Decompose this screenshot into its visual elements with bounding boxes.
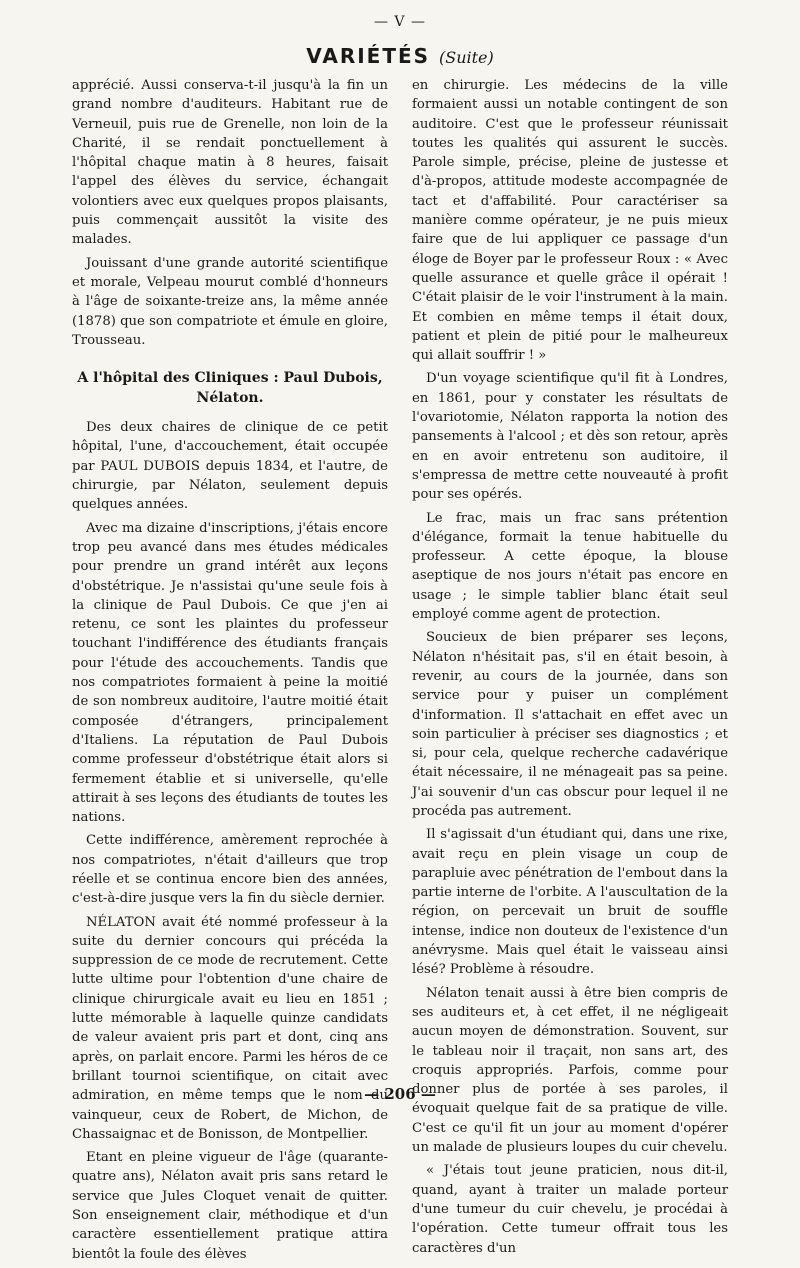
paragraph: Etant en pleine vigueur de l'âge (quarante-quatre ans), Nélaton avait pris sans retard le service que Jules Cloquet venait de quitter. Son enseignement clair, méthodique et d'un caractère essentiellement pratique attira bientôt la foule des élèves xyxy=(72,1150,388,1262)
paragraph: Soucieux de bien préparer ses leçons, Nélaton n'hésitait pas, s'il en était besoin, à revenir, au cours de la journée, dans son service pour y puiser un complément d'information. Il s'attachait en effet avec un soin particulier à préciser ses diagnostics ; et si, pour cela, quelque recherche cadavérique était nécessaire, il ne ménageait pas sa peine. J'ai souvenir d'un cas obscur pour lequel il ne procéda pas autrement. xyxy=(412,630,728,819)
header-suite: (Suite) xyxy=(439,48,494,67)
paragraph: Il s'agissait d'un étudiant qui, dans une rixe, avait reçu en plein visage un coup de parapluie avec pénétration de l'embout dans la partie interne de l'orbite. A l'auscultation de la région, on percevait un bruit de souffle intense, indice non douteux de l'existence d'un anévrysme. Mais quel était le vaisseau ainsi lésé? Problème à résoudre. xyxy=(412,827,728,978)
paragraph: apprécié. Aussi conserva-t-il jusqu'à la fin un grand nombre d'auditeurs. Habitant rue de Verneuil, puis rue de Grenelle, non loin de la Charité, il se rendait ponctuellement à l'hôpital chaque matin à 8 heures, faisait l'appel des élèves du service, échangait volontiers avec eux quelques propos plaisants, puis commençait aussitôt la visite des malades. xyxy=(72,78,388,248)
paragraph: Cette indifférence, amèrement reprochée à nos compatriotes, n'était d'ailleurs que trop réelle et se continua encore bien des années, c'est-à-dire jusque vers la fin du siècle dernier. xyxy=(72,833,388,907)
paragraph: Nélaton tenait aussi à être bien compris de ses auditeurs et, à cet effet, il ne négligeait aucun moyen de démonstration. Souvent, sur le tableau noir il traçait, non sans art, des croquis appropriés. Parfois, comme pour donner plus de portée à ses paroles, il évoquait quelque fait de sa pratique de ville. C'est ce qu'il fit un jour au moment d'opérer un malade de plusieurs loupes du cuir chevelu. xyxy=(412,985,728,1156)
page-number: — 206 — xyxy=(364,1085,436,1103)
paragraph: Le frac, mais un frac sans prétention d'élégance, formait la tenue habituelle du professeur. A cette époque, la blouse aseptique de nos jours n'était pas encore en usage ; le simple tablier blanc était seul employé comme agent de protection. xyxy=(412,510,728,623)
paragraph: Des deux chaires de clinique de ce petit hôpital, l'une, d'accouchement, était occupée par PAUL DUBOIS depuis 1834, et l'autre, de chirurgie, par Nélaton, seulement depuis quelques années. xyxy=(72,420,388,513)
paragraph: en chirurgie. Les médecins de la ville formaient aussi un notable contingent de son auditoire. C'est que le professeur réunissait toutes les qualités qui assurent le succès. Parole simple, précise, pleine de justesse et d'à-propos, attitude modeste accompagnée de tact et d'affabilité. Pour caractériser sa manière comme opérateur, je ne puis mieux faire que de lui appliquer ce passage d'un éloge de Boyer par le professeur Roux : « Avec quelle assurance et quelle grâce il opérait ! C'était plaisir de le voir l'instrument à la main. Et combien en même temps il était doux, patient et plein de pitié pour le malheureux qui allait souffrir ! » xyxy=(412,78,728,364)
right-column xyxy=(412,76,728,1262)
section-heading: A l'hôpital des Cliniques : Paul Dubois, Nélaton. xyxy=(77,370,383,407)
header-title: VARIÉTÉS xyxy=(306,44,431,68)
page-roman-numeral: — V — xyxy=(373,14,426,30)
page-header xyxy=(0,44,800,68)
paragraph: « J'étais tout jeune praticien, nous dit-il, quand, ayant à traiter un malade porteur d'une tumeur du cuir chevelu, je procédai à l'opération. Cette tumeur offrait tous les caractères d'un xyxy=(412,1163,728,1256)
paragraph: Avec ma dizaine d'inscriptions, j'étais encore trop peu avancé dans mes études médicales pour prendre un grand intérêt aux leçons d'obstétrique. Je n'assistai qu'une seule fois à la clinique de Paul Dubois. Ce que j'en ai retenu, ce sont les plaintes du professeur touchant l'indifférence des étudiants français pour l'étude des accouchements. Tandis que nos compatriotes formaient à peine la moitié de son nombreux auditoire, l'autre moitié était composée d'étrangers, principalement d'Italiens. La réputation de Paul Dubois comme professeur d'obstétrique était alors si fermement établie et si universelle, qu'elle attirait à ses leçons des étudiants de toutes les nations. xyxy=(72,520,388,826)
paragraph: NÉLATON avait été nommé professeur à la suite du dernier concours qui précéda la suppression de ce mode de recrutement. Cette lutte ultime pour l'obtention d'une chaire de clinique chirurgicale avait eu lieu en 1851 ; lutte mémorable à laquelle quinze candidats de valeur avaient pris part et dont, cinq ans après, on parlait encore. Parmi les héros de ce brillant tournoi scientifique, on citait avec admiration, en même temps que le nom du vainqueur, ceux de Robert, de Michon, de Chassaignac et de Bonisson, de Montpellier. xyxy=(72,914,388,1142)
paragraph: D'un voyage scientifique qu'il fit à Londres, en 1861, pour y constater les résultats de l'ovariotomie, Nélaton rapporta la notion des pansements à l'alcool ; et dès son retour, après en en avoir entretenu son auditoire, il s'empressa de mettre cette nouveauté à profit pour ses opérés. xyxy=(412,371,728,503)
paragraph: Jouissant d'une grande autorité scientifique et morale, Velpeau mourut comblé d'honneurs à l'âge de soixante-treize ans, la même année (1878) que son compatriote et émule en gloire, Trousseau. xyxy=(72,255,388,348)
